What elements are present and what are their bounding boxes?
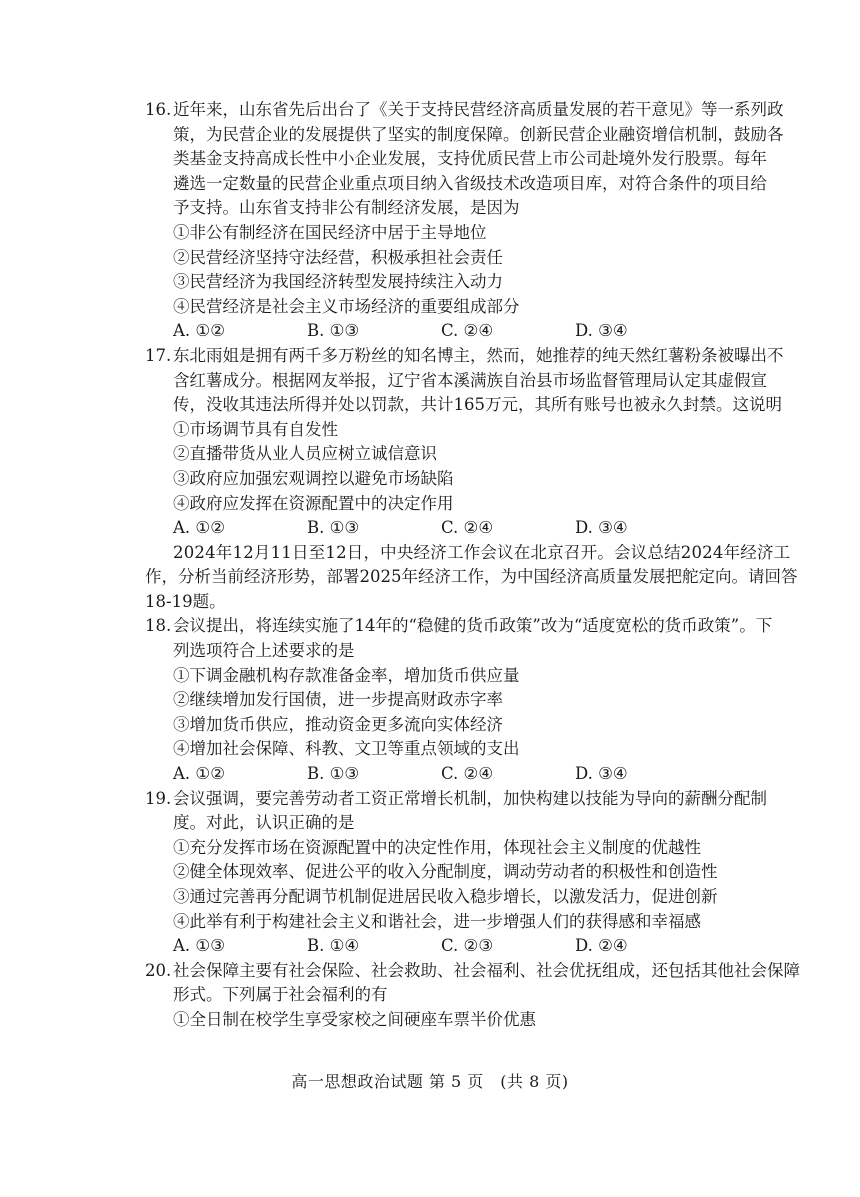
question-stem-line: 17. 东北雨姐是拥有两千多万粉丝的知名博主，然而，她推荐的纯天然红薯粉条被曝出不 — [145, 344, 795, 369]
answer-choices — [145, 319, 795, 344]
question-number: 20. — [145, 960, 172, 980]
question-stem-line: 18. 会议提出，将连续实施了14年的“稳健的货币政策”改为“适度宽松的货币政策”。下 — [145, 614, 795, 639]
page-content — [145, 98, 800, 1033]
choice-a: A. ①③ — [173, 936, 225, 956]
choice-d: D. ③④ — [575, 321, 628, 341]
question-stem-line: 遴选一定数量的民营企业重点项目纳入省级技术改造项目库，对符合条件的项目给 — [173, 173, 767, 193]
question-stem-line: 列选项符合上述要求的是 — [173, 641, 355, 661]
option-statement: ②直播带货从业人员应树立诚信意识 — [173, 444, 437, 464]
option-statement: ②健全体现效率、促进公平的收入分配制度，调动劳动者的积极性和创造性 — [173, 862, 718, 882]
choice-c: C. ②④ — [441, 518, 494, 538]
question-number: 17. — [145, 345, 172, 365]
question-16 — [145, 98, 795, 344]
option-statement: ①下调金融机构存款准备金率，增加货币供应量 — [173, 665, 520, 685]
answer-choices — [145, 762, 795, 787]
choice-a: A. ①② — [173, 321, 225, 341]
option-statement: ③通过完善再分配调节机制促进居民收入稳步增长，以激发活力，促进创新 — [173, 887, 718, 906]
material-line: 18-19题。 — [145, 591, 226, 611]
choice-d: D. ③④ — [575, 518, 628, 538]
question-number: 19. — [145, 788, 172, 808]
choice-b: B. ①③ — [307, 764, 360, 784]
option-statement: ②民营经济坚持守法经营，积极承担社会责任 — [173, 247, 503, 267]
question-stem-line: 19. 会议强调，要完善劳动者工资正常增长机制，加快构建以技能为导向的薪酬分配制 — [145, 787, 795, 812]
question-stem-line: 20. 社会保障主要有社会保险、社会救助、社会福利、社会优抚组成，还包括其他社会保障 — [145, 959, 795, 984]
choice-b: B. ①③ — [307, 321, 360, 341]
option-statement: ④此举有利于构建社会主义和谐社会，进一步增强人们的获得感和幸福感 — [173, 911, 701, 931]
choice-b: B. ①③ — [307, 518, 360, 538]
choice-d: D. ③④ — [575, 764, 628, 784]
question-number: 16. — [145, 100, 172, 119]
question-19 — [145, 787, 795, 959]
material-line: 2024年12月11日至12日，中央经济工作会议在北京召开。会议总结2024年经济工 — [173, 542, 791, 562]
answer-choices — [145, 516, 795, 541]
question-stem-line: 形式。下列属于社会福利的有 — [173, 985, 388, 1005]
option-statement: ④民营经济是社会主义市场经济的重要组成部分 — [173, 296, 520, 316]
question-stem-line: 传，没收其违法所得并处以罚款，共计165万元，其所有账号也被永久封禁。这说明 — [173, 395, 782, 415]
question-stem-line: 策，为民营企业的发展提供了坚实的制度保障。创新民营企业融资增信机制，鼓励各 — [173, 124, 784, 144]
question-stem-line: 度。对此，认识正确的是 — [173, 813, 355, 833]
option-statement: ①非公有制经济在国民经济中居于主导地位 — [173, 222, 487, 242]
material-line: 作，分析当前经济形势，部署2025年经济工作，为中国经济高质量发展把舵定向。请回答 — [145, 567, 798, 587]
shared-material — [145, 541, 798, 615]
choice-a: A. ①② — [173, 518, 225, 538]
choice-c: C. ②④ — [441, 321, 494, 341]
choice-c: C. ②③ — [441, 936, 494, 956]
question-stem-line: 予支持。山东省支持非公有制经济发展，是因为 — [173, 198, 520, 218]
choice-d: D. ②④ — [575, 936, 628, 956]
question-number: 18. — [145, 616, 172, 636]
option-statement: ①充分发挥市场在资源配置中的决定性作用，体现社会主义制度的优越性 — [173, 837, 701, 857]
choice-c: C. ②④ — [441, 764, 494, 784]
question-stem-line: 含红薯成分。根据网友举报，辽宁省本溪满族自治县市场监督管理局认定其虚假宣 — [173, 370, 767, 390]
option-statement: ③增加货币供应，推动资金更多流向实体经济 — [173, 714, 503, 734]
choice-b: B. ①④ — [307, 936, 360, 956]
option-statement: ①全日制在校学生享受家校之间硬座车票半价优惠 — [173, 1009, 536, 1029]
question-stem-line: 类基金支持高成长性中小企业发展，支持优质民营上市公司赴境外发行股票。每年 — [173, 149, 767, 169]
option-statement: ③政府应加强宏观调控以避免市场缺陷 — [173, 468, 454, 488]
option-statement: ③民营经济为我国经济转型发展持续注入动力 — [173, 272, 503, 292]
page-footer: 高一思想政治试题 第 5 页 (共 8 页) — [291, 1072, 569, 1091]
option-statement: ②继续增加发行国债，进一步提高财政赤字率 — [173, 690, 503, 710]
answer-choices — [145, 934, 795, 959]
choice-a: A. ①② — [173, 764, 225, 784]
question-18 — [145, 614, 795, 786]
question-stem-line: 16. 近年来，山东省先后出台了《关于支持民营经济高质量发展的若干意见》等一系列政 — [145, 98, 795, 123]
option-statement: ①市场调节具有自发性 — [173, 419, 338, 439]
question-20 — [145, 959, 800, 1033]
option-statement: ④政府应发挥在资源配置中的决定作用 — [173, 493, 454, 513]
option-statement: ④增加社会保障、科教、文卫等重点领域的支出 — [173, 739, 520, 759]
question-17 — [145, 344, 795, 541]
